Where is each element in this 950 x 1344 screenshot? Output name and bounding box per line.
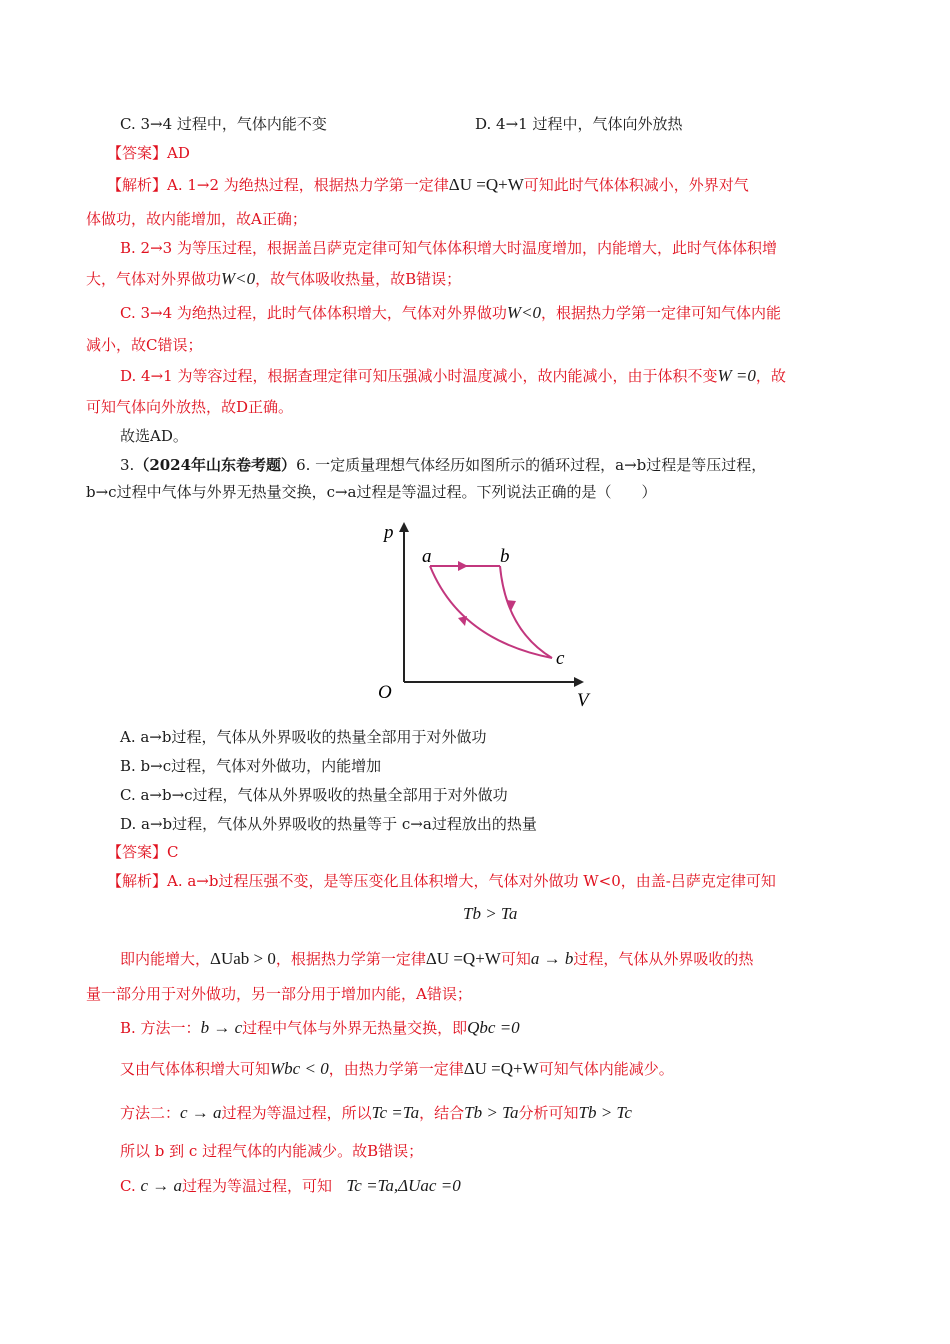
q3-exp-b-line4: 所以 b 到 c 过程气体的内能减少。故B错误； [120, 1142, 424, 1160]
q3-option-a: A. a→b过程，气体从外界吸收的热量全部用于对外做功 [120, 728, 487, 746]
q3-exp-a2-mid1: ，根据热力学第一定律 [275, 950, 426, 968]
formula-du-ab: ΔUab > 0 [210, 949, 276, 968]
q3-exp-b2-mid: ，由热力学第一定律 [328, 1060, 464, 1078]
q3-exp-b3-pre: 方法二： [120, 1104, 181, 1122]
q3-exp-b3-mid1: 过程为等温过程，所以 [221, 1104, 372, 1122]
formula-tb-gt-tc: Tb > Tc [578, 1103, 632, 1122]
q2-exp-a-post: 可知此时气体体积减小，外界对气 [523, 176, 749, 194]
q2-option-d: D. 4→1 过程中，气体向外放热 [475, 115, 683, 133]
point-c-label: c [556, 648, 565, 669]
point-b-label: b [500, 546, 510, 567]
q2-exp-d-pre: D. 4→1 为等容过程，根据查理定律可知压强减小时温度减小，故内能减小，由于体积不变 [120, 367, 718, 385]
q2-exp-a-line2: 体做功，故内能增加，故A正确； [86, 210, 307, 228]
q2-exp-c-post: ，根据热力学第一定律可知气体内能 [541, 304, 782, 322]
q3-exp-a-line3: 量一部分用于对外做功，另一部分用于增加内能，A错误； [86, 985, 472, 1003]
q2-option-c: C. 3→4 过程中，气体内能不变 [120, 115, 327, 133]
q3-answer: 【答案】C [107, 843, 179, 861]
q3-stem-line2: b→c过程中气体与外界无热量交换，c→a过程是等温过程。下列说法正确的是（ ） [86, 483, 657, 501]
bc-arrow [506, 600, 516, 611]
q3-exp-b2-post: 可知气体内能减少。 [538, 1060, 674, 1078]
formula-w-bc: Wbc < 0 [270, 1059, 329, 1078]
q3-option-b: B. b→c过程，气体对外做功，内能增加 [120, 757, 382, 775]
formula-c-result: Tc =Ta,ΔUac =0 [346, 1176, 461, 1195]
formula-c-to-a: c → a [180, 1103, 222, 1122]
q3-exp-b1-mid: 过程中气体与外界无热量交换，即 [242, 1019, 468, 1037]
q3-exp-b2-pre: 又由气体体积增大可知 [120, 1060, 271, 1078]
q3-exp-b-line3 [120, 1102, 632, 1124]
q2-exp-d-post: ，故 [755, 367, 786, 385]
axis-label-v: V [577, 690, 589, 711]
formula-b-to-c: b → c [200, 1018, 243, 1037]
q2-exp-d-line1 [120, 365, 786, 387]
q3-exp-b3-mid3: 分析可知 [518, 1104, 579, 1122]
formula-tb-gt-ta: Tb > Ta [463, 904, 518, 923]
q3-exp-a-centered [463, 903, 517, 925]
q3-exp-b-line2 [120, 1058, 674, 1080]
q2-exp-c-pre: C. 3→4 为绝热过程，此时气体体积增大，气体对外界做功 [120, 304, 507, 322]
q3-option-c: C. a→b→c过程，气体从外界吸收的热量全部用于对外做功 [120, 786, 508, 804]
formula-tb-gt-ta-2: Tb > Ta [464, 1103, 519, 1122]
q3-exp-c1-pre: C. [120, 1177, 136, 1195]
q3-exp-c-line1 [120, 1175, 461, 1197]
q3-exp-c1-mid: 过程为等温过程，可知 [182, 1177, 333, 1195]
q3-option-d: D. a→b过程，气体从外界吸收的热量等于 c→a过程放出的热量 [120, 815, 537, 833]
q3-stem-text: 6. 一定质量理想气体经历如图所示的循环过程，a→b过程是等压过程， [296, 456, 767, 474]
q3-exp-b3-mid2: ，结合 [419, 1104, 465, 1122]
q2-formula-w-zero: W =0 [717, 366, 756, 385]
q3-number: 3. [120, 456, 135, 474]
pv-diagram [370, 510, 610, 715]
q2-exp-c-line2: 减小，故C错误； [86, 336, 203, 354]
q3-exp-b1-pre: B. 方法一： [120, 1019, 201, 1037]
q2-exp-c-line1 [120, 302, 781, 324]
formula-q-bc: Qbc =0 [467, 1018, 520, 1037]
q3-stem-line1 [120, 454, 766, 476]
q2-exp-b-pre: 大，气体对外界做功 [86, 270, 222, 288]
q2-exp-b-line1: B. 2→3 为等压过程，根据盖吕萨克定律可知气体体积增大时温度增加，内能增大，此时气体体积增 [120, 239, 777, 257]
axis-label-p: p [384, 522, 394, 543]
formula-a-to-b: a → b [530, 949, 574, 968]
q2-formula-w-negative: W<0 [221, 269, 256, 288]
q2-exp-b-line2 [86, 268, 461, 290]
formula-first-law-2: ΔU =Q+W [425, 949, 501, 968]
q2-exp-a-pre: 【解析】A. 1→2 为绝热过程，根据热力学第一定律 [107, 176, 449, 194]
formula-c-to-a-2: c → a [140, 1176, 183, 1195]
ab-arrow [458, 561, 468, 571]
point-a-label: a [422, 546, 432, 567]
formula-first-law-3: ΔU =Q+W [463, 1059, 539, 1078]
q2-formula-w-negative-2: W<0 [506, 303, 542, 322]
q2-answer: 【答案】AD [107, 144, 190, 162]
origin-label: O [378, 682, 392, 703]
q3-exp-a2-pre: 即内能增大， [120, 950, 211, 968]
q3-exp-b-line1 [120, 1017, 520, 1039]
formula-tc-eq-ta: Tc =Ta [371, 1103, 420, 1122]
q2-exp-a-line1 [107, 174, 749, 196]
q3-exp-a-line2 [120, 948, 753, 970]
q3-exp-a-line1: 【解析】A. a→b过程压强不变，是等压变化且体积增大，气体对外做功 W<0，由盖-吕萨克定律可知 [107, 872, 776, 890]
q2-exp-b-post: ，故气体吸收热量，故B错误； [255, 270, 462, 288]
q2-formula-first-law: ΔU =Q+W [448, 175, 524, 194]
ca-arrow [458, 616, 467, 626]
q3-exp-a2-post: 过程，气体从外界吸收的热 [573, 950, 754, 968]
q3-exp-a2-mid2: 可知 [500, 950, 531, 968]
q2-choose: 故选AD。 [120, 427, 188, 445]
q2-exp-d-line2: 可知气体向外放热，故D正确。 [86, 398, 294, 416]
q3-source: （2024年山东卷考题） [134, 456, 297, 474]
